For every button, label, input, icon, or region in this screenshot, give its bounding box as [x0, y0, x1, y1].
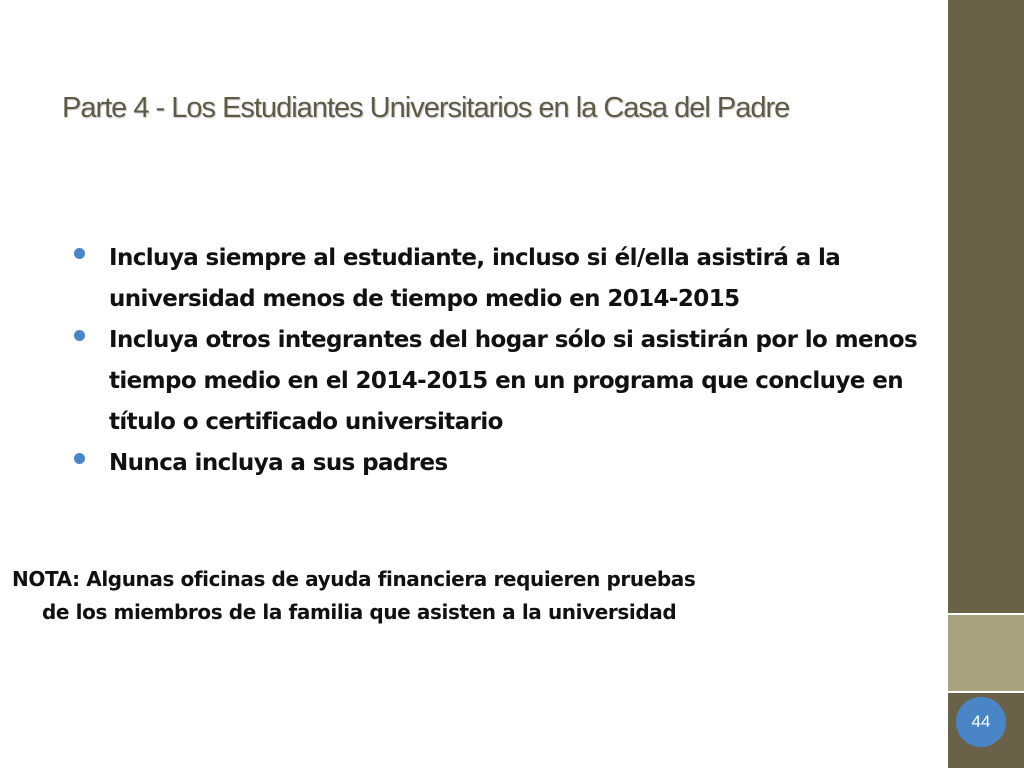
sidebar-decoration-top: [948, 0, 1024, 613]
bullet-dot-icon: [74, 330, 85, 341]
page-number-badge: 44: [956, 697, 1006, 747]
bullet-list: [74, 238, 942, 484]
bullet-item: [74, 443, 942, 484]
bullet-item: [74, 238, 942, 320]
note-text: [12, 563, 842, 629]
slide-title: Parte 4 - Los Estudiantes Universitarios en la Casa del Padre: [62, 92, 790, 124]
note-line-2: de los miembros de la familia que asisten a la universidad: [42, 600, 677, 624]
note-line-1: NOTA: Algunas oficinas de ayuda financiera requieren pruebas: [12, 567, 696, 591]
bullet-text: Nunca incluya a sus padres: [109, 450, 448, 476]
bullet-text: Incluya otros integrantes del hogar sólo si asistirán por lo menos tiempo medio en el 2014-2015 en un programa que concluye en título o certificado universitario: [109, 327, 918, 435]
sidebar-decoration-middle: [948, 613, 1024, 691]
bullet-dot-icon: [74, 453, 85, 464]
bullet-dot-icon: [74, 248, 85, 259]
bullet-item: [74, 320, 942, 443]
bullet-text: Incluya siempre al estudiante, incluso si él/ella asistirá a la universidad menos de tiempo medio en 2014-2015: [109, 245, 841, 312]
